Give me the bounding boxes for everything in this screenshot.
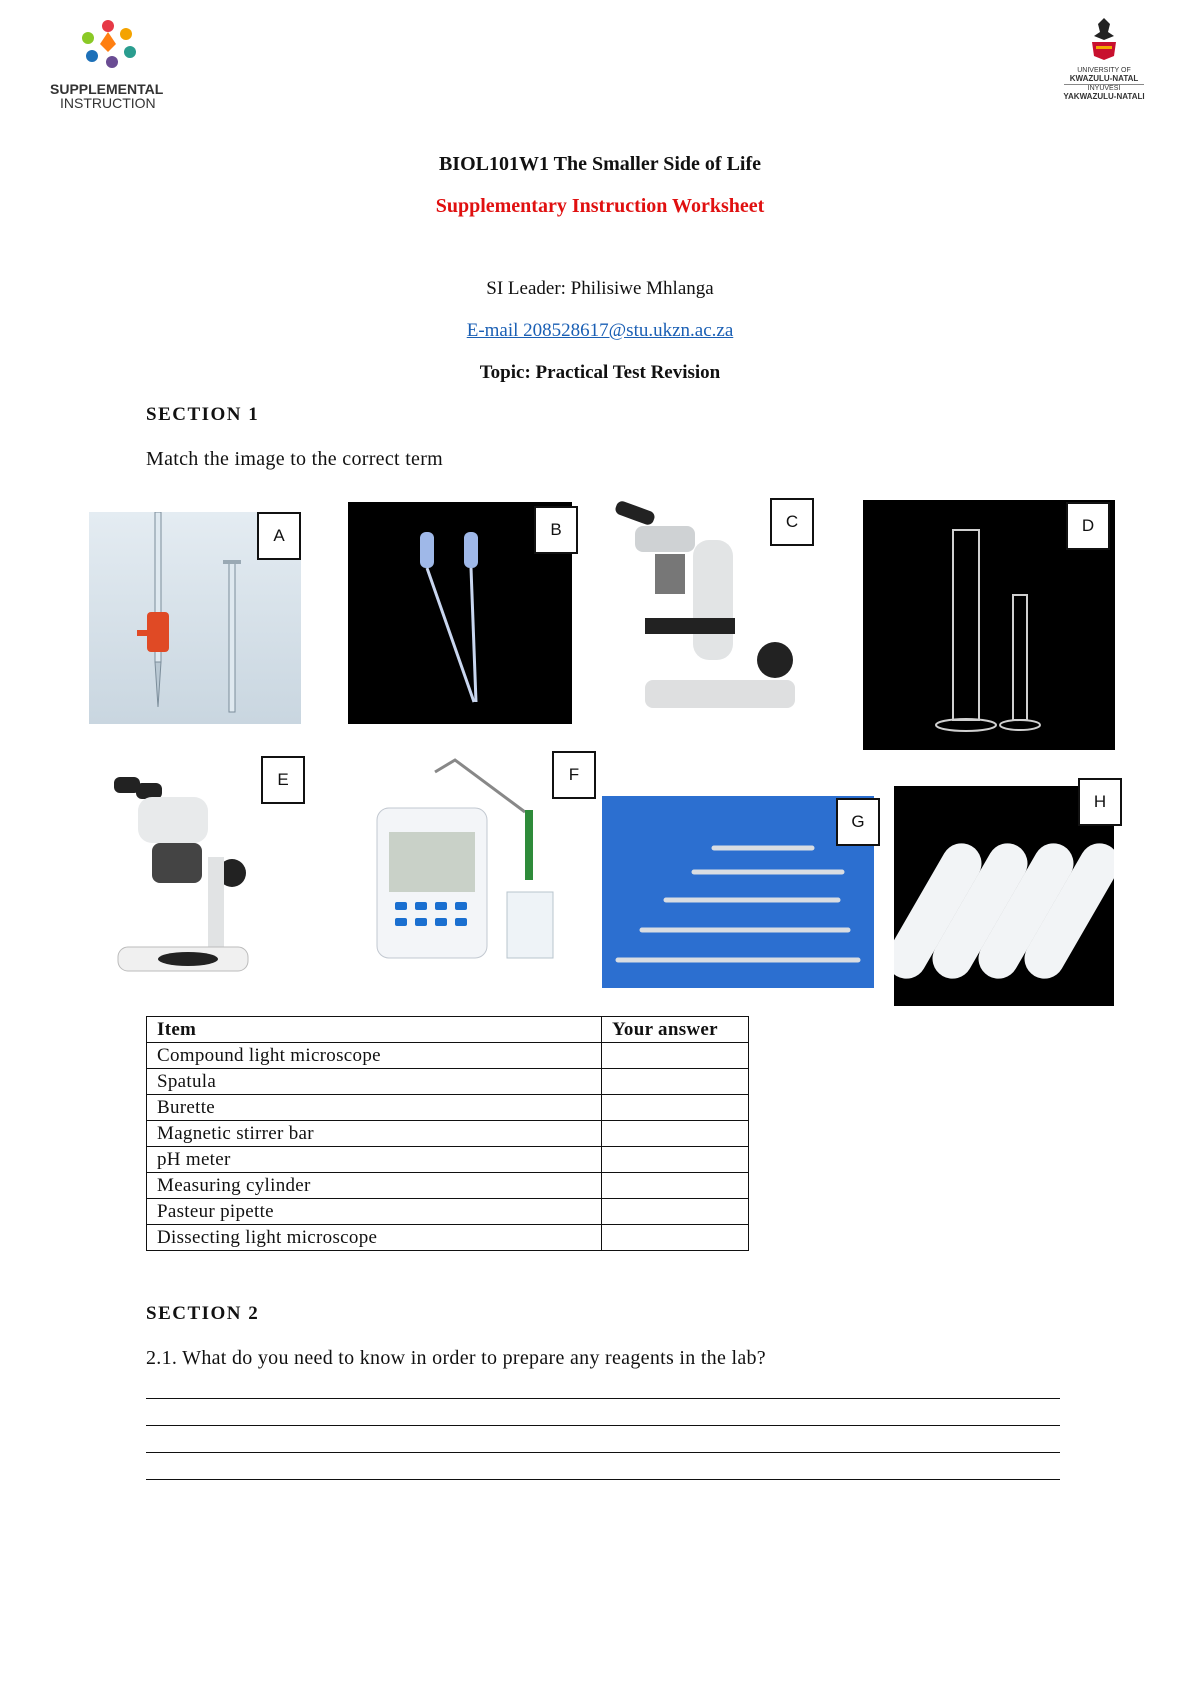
- table-row: [147, 1173, 749, 1199]
- answer-cell[interactable]: [602, 1043, 749, 1069]
- item-cell: Dissecting light microscope: [147, 1225, 602, 1251]
- si-logo-text-line2: INSTRUCTION: [60, 95, 156, 111]
- image-e-dissecting-microscope: [108, 757, 268, 982]
- ph-meter-icon: [375, 752, 575, 984]
- table-row: [147, 1043, 749, 1069]
- item-cell: pH meter: [147, 1147, 602, 1173]
- answer-line[interactable]: [146, 1452, 1060, 1453]
- si-logo-icon: [50, 16, 170, 70]
- column-header-answer: Your answer: [602, 1017, 749, 1043]
- table-row: [147, 1121, 749, 1147]
- item-cell: Measuring cylinder: [147, 1173, 602, 1199]
- stereo-microscope-icon: [108, 757, 268, 982]
- supplemental-instruction-logo: [50, 16, 170, 112]
- section1-instruction: Match the image to the correct term: [146, 448, 444, 470]
- table-row: [147, 1069, 749, 1095]
- email-link[interactable]: E-mail 208528617@stu.ukzn.ac.za: [466, 320, 734, 341]
- item-cell: Compound light microscope: [147, 1043, 602, 1069]
- label-g: G: [836, 798, 880, 846]
- section2-question: 2.1. What do you need to know in order to prepare any reagents in the lab?: [146, 1347, 766, 1369]
- answer-line[interactable]: [146, 1425, 1060, 1426]
- label-h: H: [1078, 778, 1122, 826]
- table-row: [147, 1095, 749, 1121]
- label-b: B: [534, 506, 578, 554]
- image-f-ph-meter: [375, 752, 575, 984]
- topic-line: Topic: Practical Test Revision: [479, 362, 721, 383]
- answer-cell[interactable]: [602, 1225, 749, 1251]
- answer-cell[interactable]: [602, 1121, 749, 1147]
- image-g-spatula: [602, 796, 874, 988]
- label-f: F: [552, 751, 596, 799]
- ukzn-logo-line2: KWAZULU-NATAL: [1069, 74, 1139, 83]
- matching-table: [146, 1016, 749, 1251]
- ukzn-logo: [1056, 16, 1152, 106]
- section2-heading: SECTION 2: [146, 1303, 260, 1324]
- document-title: BIOL101W1 The Smaller Side of Life: [438, 153, 762, 175]
- answer-line[interactable]: [146, 1479, 1060, 1480]
- answer-line[interactable]: [146, 1398, 1060, 1399]
- label-c: C: [770, 498, 814, 546]
- item-cell: Magnetic stirrer bar: [147, 1121, 602, 1147]
- spatula-illustration-icon: [602, 796, 874, 988]
- section1-heading: SECTION 1: [146, 404, 260, 425]
- ukzn-logo-line4: YAKWAZULU-NATALI: [1063, 92, 1145, 101]
- item-cell: Burette: [147, 1095, 602, 1121]
- ukzn-crest-icon: [1084, 16, 1124, 62]
- answer-cell[interactable]: [602, 1173, 749, 1199]
- table-header-row: [147, 1017, 749, 1043]
- item-cell: Spatula: [147, 1069, 602, 1095]
- si-leader: SI Leader: Philisiwe Mhlanga: [486, 278, 714, 299]
- column-header-item: Item: [147, 1017, 602, 1043]
- si-logo-text-line1: SUPPLEMENTAL: [50, 81, 164, 97]
- item-cell: Pasteur pipette: [147, 1199, 602, 1225]
- answer-cell[interactable]: [602, 1069, 749, 1095]
- label-e: E: [261, 756, 305, 804]
- answer-cell[interactable]: [602, 1199, 749, 1225]
- answer-cell[interactable]: [602, 1147, 749, 1173]
- table-row: [147, 1199, 749, 1225]
- document-subtitle: Supplementary Instruction Worksheet: [435, 195, 765, 217]
- table-row: [147, 1225, 749, 1251]
- answer-cell[interactable]: [602, 1095, 749, 1121]
- label-d: D: [1066, 502, 1110, 550]
- table-row: [147, 1147, 749, 1173]
- label-a: A: [257, 512, 301, 560]
- ukzn-logo-line3: INYUVESI: [1064, 84, 1144, 92]
- ukzn-logo-line1: UNIVERSITY OF: [1077, 67, 1131, 74]
